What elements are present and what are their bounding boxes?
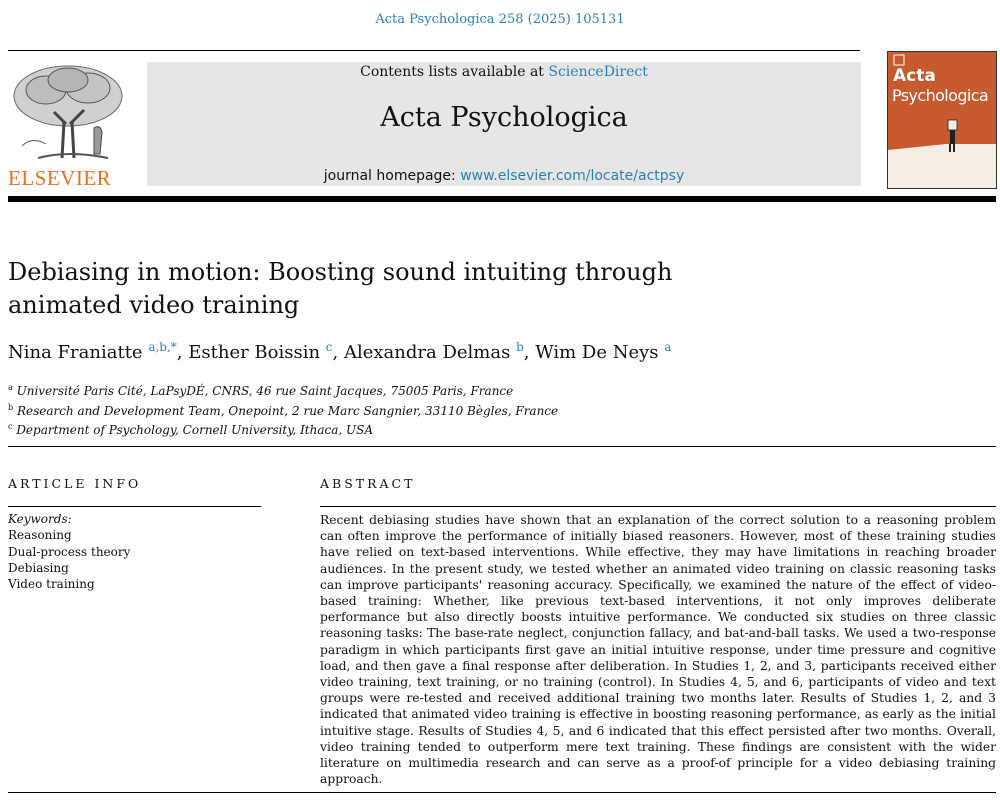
homepage-prefix: journal homepage:: [323, 168, 461, 184]
keyword-item[interactable]: Debiasing: [8, 560, 69, 575]
journal-banner: [147, 62, 861, 186]
journal-title: Acta Psychologica: [380, 102, 628, 133]
affiliation-item: [8, 380, 558, 400]
cover-title-line2: Psychologica: [892, 86, 989, 105]
author-affiliation-mark[interactable]: c: [325, 340, 333, 354]
contents-prefix: Contents lists available at: [360, 64, 549, 80]
author-name[interactable]: Alexandra Delmas: [343, 342, 511, 363]
homepage-line: [147, 168, 861, 184]
keywords-label: Keywords:: [8, 512, 72, 526]
author-name[interactable]: Esther Boissin: [188, 342, 321, 363]
journal-citation[interactable]: Acta Psychologica 258 (2025) 105131: [375, 12, 625, 27]
homepage-link[interactable]: www.elsevier.com/locate/actpsy: [460, 168, 685, 184]
author-affiliation-mark[interactable]: a,b,*: [148, 340, 177, 354]
author-list: Nina Franiatte $^{a,b,*}$, Esther Boissin $^c$, Alexandra Delmas $^b$, Wim De Neys $^a$: [8, 340, 672, 363]
article-info-rule: [8, 506, 261, 507]
affiliation-mark: c: [8, 422, 13, 431]
affiliation-mark: a: [8, 383, 13, 392]
elsevier-tree-icon: [8, 62, 128, 164]
header-rule: [8, 50, 860, 51]
elsevier-logo[interactable]: [8, 62, 128, 190]
contents-line: [147, 64, 861, 80]
journal-cover[interactable]: [887, 51, 997, 189]
sciencedirect-link[interactable]: ScienceDirect: [548, 64, 648, 80]
abstract-text: Recent debiasing studies have shown that an explanation of the correct solution to a reasoning problem can often improve the performance of initially biased reasoners. However, most of these training studies have relied on text-based interventions. While effective, they may have limitations in reaching broader audiences. In the present study, we tested whether an animated video training on classic reasoning tasks can improve participants' reasoning accuracy. Specifically, we examined the nature of the effect of video-based training: Whether, like previous text-based interventions, it not only improves deliberate performance but also directly boosts intuitive performance. We conducted six studies on three classic reasoning tasks: The base-rate neglect, conjunction fallacy, and bat-and-ball tasks. We used a two-response paradigm in which participants first gave an initial intuitive response, under time pressure and cognitive load, and then gave a final response after deliberation. In Studies 1, 2, and 3, participants received either video training, text training, or no training (control). In Studies 4, 5, and 6, participants of video and text groups were re-tested and received additional training two months later. Results of Studies 1, 2, and 3 indicated that animated video training is effective in boosting reasoning performance, as early as the initial intuitive stage. Results of Studies 4, 5, and 6 indicated that this effect persisted after two months. Overall, video training tended to outperform mere text training. These findings are consistent with the wider literature on multimedia research and can serve as a proof-of principle for a video debiasing training approach.: [320, 513, 996, 787]
header-thick-rule: [8, 196, 996, 202]
article-title: Debiasing in motion: Boosting sound intuiting through animated video training: [8, 258, 673, 319]
affiliation-text: Department of Psychology, Cornell University, Ithaca, USA: [16, 423, 374, 437]
abstract-bottom-rule: [8, 792, 996, 793]
affiliation-mark: b: [8, 402, 14, 412]
affiliation-item: [8, 419, 558, 439]
author-name[interactable]: Wim De Neys: [535, 342, 659, 363]
cover-title-line1: Acta: [893, 66, 936, 86]
author-affiliation-mark[interactable]: b: [516, 340, 524, 354]
abstract-rule: [320, 506, 996, 507]
keywords-block: [8, 511, 130, 592]
abstract-heading: ABSTRACT: [320, 476, 416, 491]
cover-illustration-icon: [888, 52, 996, 188]
affiliation-text: Université Paris Cité, LaPsyDÉ, CNRS, 46 rue Saint Jacques, 75005 Paris, France: [16, 384, 514, 398]
keyword-item[interactable]: Reasoning: [8, 528, 72, 543]
affiliation-text: Research and Development Team, Onepoint, 2 rue Marc Sangnier, 33110 Bègles, France: [16, 403, 559, 418]
author-name[interactable]: Nina Franiatte: [8, 342, 143, 363]
section-rule: [8, 446, 996, 447]
keyword-item[interactable]: Video training: [8, 577, 95, 592]
article-info-heading: ARTICLE INFO: [8, 476, 142, 491]
keyword-item[interactable]: Dual-process theory: [8, 544, 131, 559]
affiliation-item: [8, 400, 558, 420]
affiliation-list: [8, 380, 558, 439]
elsevier-wordmark: ELSEVIER: [8, 166, 112, 190]
author-affiliation-mark[interactable]: a: [664, 340, 672, 354]
